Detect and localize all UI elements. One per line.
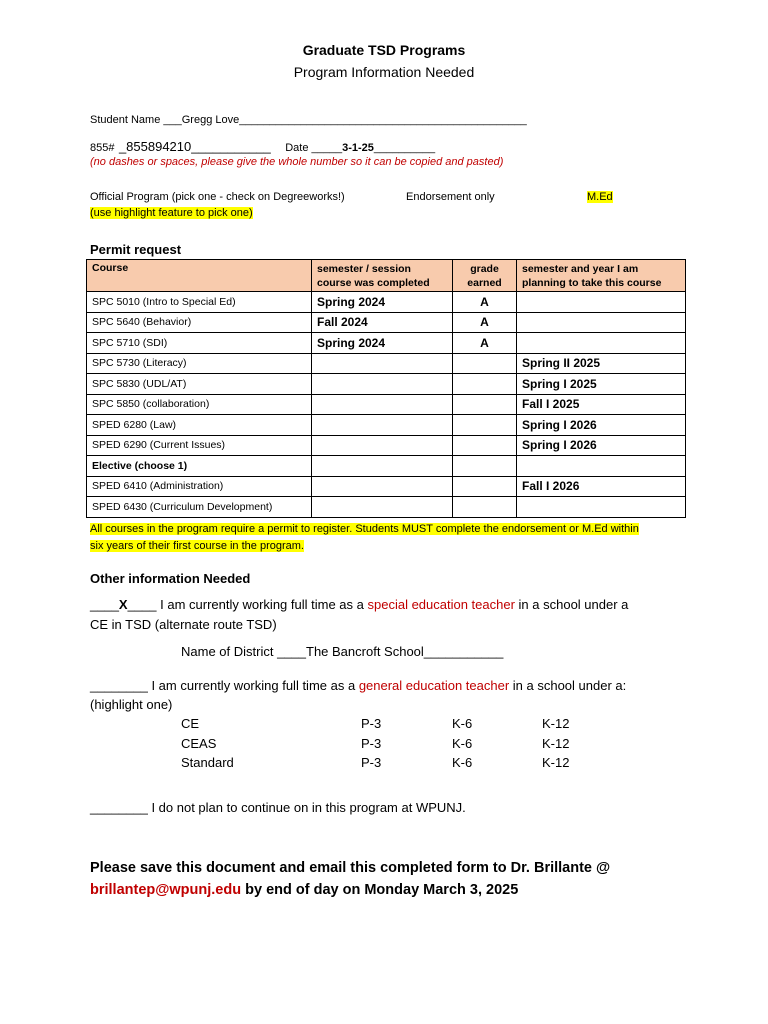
footer-line-1: Please save this document and email this completed form to Dr. Brillante @ [90, 860, 611, 876]
footer-deadline: by end of day on Monday March 3, 2025 [241, 882, 519, 898]
highlight-note: (use highlight feature to pick one) [90, 207, 253, 219]
footer-line-2 [90, 882, 518, 898]
opt1-line-2: CE in TSD (alternate route TSD) [90, 617, 277, 632]
id-date-line [90, 138, 435, 156]
notice-line-2: six years of their first course in the program. [90, 540, 304, 552]
option-general-ed[interactable] [90, 678, 626, 693]
opt2-blank: ________ [90, 678, 148, 693]
semester-completed-cell[interactable]: Fall 2024 [312, 312, 453, 333]
official-program-label: Official Program (pick one - check on Degreeworks!) [90, 191, 345, 203]
cert-p3[interactable]: P-3 [361, 735, 382, 751]
cert-k12[interactable]: K-12 [542, 716, 570, 731]
grade-cell[interactable] [453, 456, 517, 477]
planned-semester-cell[interactable] [517, 497, 686, 518]
student-name-line [90, 114, 527, 126]
semester-completed-cell[interactable] [312, 456, 453, 477]
permit-table-header [87, 260, 686, 292]
med-option[interactable]: M.Ed [587, 191, 613, 203]
district-value[interactable]: The Bancroft School [306, 644, 424, 659]
student-name-tail: _______________________________________________ [239, 114, 527, 126]
permit-table [86, 259, 686, 518]
grade-cell[interactable] [453, 394, 517, 415]
district-line [181, 644, 503, 659]
planned-semester-cell[interactable]: Spring I 2026 [517, 435, 686, 456]
course-cell: SPC 5710 (SDI) [87, 333, 312, 354]
document-title: Graduate TSD Programs [302, 42, 466, 58]
endorsement-option[interactable]: Endorsement only [406, 191, 495, 203]
table-row [87, 312, 686, 333]
other-info-heading: Other information Needed [90, 571, 251, 586]
cert-p3[interactable]: P-3 [361, 755, 382, 770]
table-row [87, 353, 686, 374]
cert-k6[interactable]: K-6 [452, 755, 473, 770]
planned-semester-cell[interactable]: Fall I 2025 [517, 394, 686, 415]
opt2-red-text: general education teacher [358, 678, 510, 693]
cert-type: CE [181, 716, 200, 731]
opt1-check-mark[interactable]: X [118, 597, 128, 612]
opt2-text-b: in a school under a: [509, 678, 627, 693]
col-course: Course [87, 260, 312, 292]
opt2-line-2: (highlight one) [90, 697, 173, 712]
cert-p3[interactable]: P-3 [361, 716, 382, 731]
course-cell: SPC 5830 (UDL/AT) [87, 374, 312, 395]
course-cell: SPC 5010 (Intro to Special Ed) [87, 292, 312, 313]
semester-completed-cell[interactable]: Spring 2024 [312, 292, 453, 313]
course-cell: SPED 6280 (Law) [87, 415, 312, 436]
opt1-text-a: I am currently working full time as a [156, 597, 368, 612]
date-value[interactable]: 3-1-25 [342, 142, 374, 154]
col-semester-completed: semester / session course was completed [312, 260, 453, 292]
table-row [87, 333, 686, 354]
date-label: Date _____ [285, 142, 343, 154]
planned-semester-cell[interactable]: Fall I 2026 [517, 476, 686, 497]
grade-cell[interactable] [453, 353, 517, 374]
table-row [87, 456, 686, 477]
table-row [87, 292, 686, 313]
date-tail: __________ [373, 142, 436, 154]
col-grade: grade earned [453, 260, 517, 292]
semester-completed-cell[interactable]: Spring 2024 [312, 333, 453, 354]
option-special-ed[interactable] [90, 597, 628, 612]
course-cell: Elective (choose 1) [87, 456, 312, 477]
grade-cell[interactable]: A [453, 292, 517, 313]
opt1-blank-a: ____ [90, 597, 119, 612]
col-planning: semester and year I am planning to take this course [517, 260, 686, 292]
course-cell: SPED 6410 (Administration) [87, 476, 312, 497]
student-name-value[interactable]: Gregg Love [181, 114, 240, 126]
course-cell: SPC 5640 (Behavior) [87, 312, 312, 333]
semester-completed-cell[interactable] [312, 394, 453, 415]
planned-semester-cell[interactable] [517, 292, 686, 313]
cert-k6[interactable]: K-6 [452, 735, 473, 751]
permit-heading: Permit request [90, 242, 182, 257]
notice-line-1: All courses in the program require a permit to register. Students MUST complete the endorsement or M.Ed within [90, 523, 639, 535]
grade-cell[interactable] [453, 374, 517, 395]
opt1-blank-b: ____ [127, 597, 157, 612]
semester-completed-cell[interactable] [312, 497, 453, 518]
semester-completed-cell[interactable] [312, 353, 453, 374]
table-row [87, 435, 686, 456]
id-note: (no dashes or spaces, please give the whole number so it can be copied and pasted) [90, 156, 504, 168]
opt1-red-text: special education teacher [367, 597, 515, 612]
semester-completed-cell[interactable] [312, 476, 453, 497]
program-notice [90, 521, 690, 555]
planned-semester-cell[interactable]: Spring I 2026 [517, 415, 686, 436]
student-name-label: Student Name ___ [90, 114, 182, 126]
grade-cell[interactable] [453, 497, 517, 518]
email-link[interactable]: brillantep@wpunj.edu [90, 882, 242, 898]
table-row [87, 497, 686, 518]
planned-semester-cell[interactable]: Spring II 2025 [517, 353, 686, 374]
cert-type: CEAS [181, 735, 217, 751]
grade-cell[interactable]: A [453, 312, 517, 333]
course-cell: SPC 5850 (collaboration) [87, 394, 312, 415]
table-row [87, 394, 686, 415]
grade-cell[interactable] [453, 415, 517, 436]
table-row [87, 415, 686, 436]
district-tail: ___________ [423, 644, 504, 659]
district-label: Name of District ____ [181, 644, 306, 659]
planned-semester-cell[interactable] [517, 333, 686, 354]
opt3-text: I do not plan to continue on in this program at WPUNJ. [147, 800, 466, 815]
semester-completed-cell[interactable] [312, 374, 453, 395]
id-label: 855# [90, 142, 115, 154]
cert-k12[interactable]: K-12 [542, 735, 570, 751]
cert-k6[interactable]: K-6 [452, 716, 473, 731]
planned-semester-cell[interactable]: Spring I 2025 [517, 374, 686, 395]
opt1-text-b: in a school under a [514, 597, 629, 612]
opt2-text-a: I am currently working full time as a [147, 678, 359, 693]
course-cell: SPC 5730 (Literacy) [87, 353, 312, 374]
cert-k12[interactable]: K-12 [542, 755, 570, 770]
opt3-blank: ________ [90, 800, 148, 815]
table-row [87, 374, 686, 395]
grade-cell[interactable]: A [453, 333, 517, 354]
course-cell: SPED 6290 (Current Issues) [87, 435, 312, 456]
planned-semester-cell[interactable] [517, 312, 686, 333]
cert-type: Standard [181, 755, 234, 770]
course-cell: SPED 6430 (Curriculum Development) [87, 497, 312, 518]
semester-completed-cell[interactable] [312, 415, 453, 436]
table-row [87, 476, 686, 497]
planned-semester-cell[interactable] [517, 456, 686, 477]
semester-completed-cell[interactable] [312, 435, 453, 456]
document-subtitle: Program Information Needed [293, 64, 475, 80]
id-value[interactable]: _855894210___________ [118, 139, 271, 154]
grade-cell[interactable] [453, 476, 517, 497]
grade-cell[interactable] [453, 435, 517, 456]
option-not-continue[interactable] [90, 800, 466, 815]
